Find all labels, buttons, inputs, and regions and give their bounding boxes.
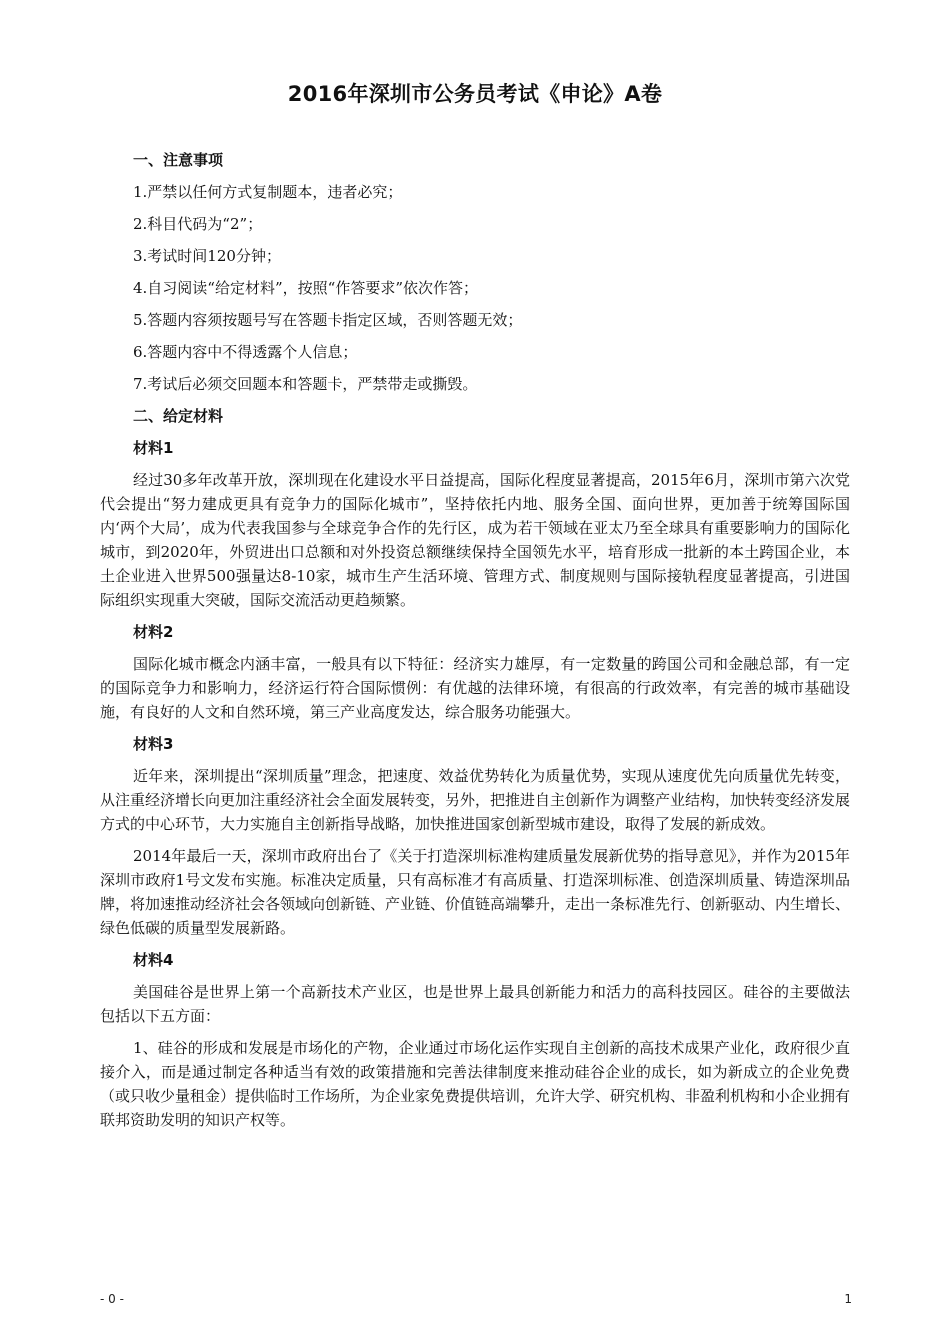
material-4-label: 材料4 bbox=[133, 951, 174, 969]
material-2-paragraph: 国际化城市概念内涵丰富，一般具有以下特征：经济实力雄厚，有一定数量的跨国公司和金融总部，有一定的国际竞争力和影响力，经济运行符合国际惯例：有优越的法律环境，有很高的行政效率，有完善的城市基础设施，有良好的人文和自然环境，第三产业高度发达，综合服务功能强大。 bbox=[100, 655, 850, 721]
notice-item: 6.答题内容中不得透露个人信息； bbox=[133, 343, 358, 361]
document-title: 2016年深圳市公务员考试《申论》A卷 bbox=[287, 82, 663, 106]
notice-item: 4.自习阅读“给定材料”，按照“作答要求”依次作答； bbox=[133, 279, 478, 297]
notice-item: 1.严禁以任何方式复制题本，违者必究； bbox=[133, 183, 403, 201]
page-footer-label: - 0 - bbox=[100, 1292, 124, 1306]
notice-item: 7.考试后必须交回题本和答题卡，严禁带走或撕毁。 bbox=[133, 375, 478, 393]
material-3-paragraph-1: 近年来，深圳提出“深圳质量”理念，把速度、效益优势转化为质量优势，实现从速度优先向质量优先转变，从注重经济增长向更加注重经济社会全面发展转变，另外，把推进自主创新作为调整产业结构，加快转变经济发展方式的中心环节，大力实施自主创新指导战略，加快推进国家创新型城市建设，取得了发展的新成效。 bbox=[100, 767, 851, 833]
notice-item: 5.答题内容须按题号写在答题卡指定区域，否则答题无效； bbox=[133, 311, 523, 329]
material-4-paragraph-2: 1、硅谷的形成和发展是市场化的产物，企业通过市场化运作实现自主创新的高技术成果产业化，政府很少直接介入，而是通过制定各种适当有效的政策措施和完善法律制度来推动硅谷企业的成长，如为新成立的企业免费（或只收少量租金）提供临时工作场所，为企业家免费提供培训，允许大学、研究机构、非盈利机构和小企业拥有联邦资助发明的知识产权等。 bbox=[100, 1039, 851, 1129]
notice-item: 2.科目代码为“2”； bbox=[133, 215, 263, 233]
material-4-paragraph-1: 美国硅谷是世界上第一个高新技术产业区，也是世界上最具创新能力和活力的高科技园区。硅谷的主要做法包括以下五方面： bbox=[100, 983, 850, 1025]
notice-item: 3.考试时间120分钟； bbox=[133, 247, 281, 265]
notice-heading: 一、注意事项 bbox=[133, 151, 224, 169]
material-1-label: 材料1 bbox=[133, 439, 174, 457]
materials-heading: 二、给定材料 bbox=[133, 407, 224, 425]
material-3-label: 材料3 bbox=[133, 735, 174, 753]
page-number: 1 bbox=[844, 1292, 852, 1306]
material-1-paragraph: 经过30多年改革开放，深圳现在化建设水平日益提高，国际化程度显著提高，2015年6月，深圳市第六次党代会提出“努力建成更具有竞争力的国际化城市”，坚持依托内地、服务全国、面向世界，更加善于统筹国际国内‘两个大局’，成为代表我国参与全球竞争合作的先行区，成为若干领域在亚太乃至全球具有重要影响力的国际化城市，到2020年，外贸进出口总额和对外投资总额继续保持全国领先水平，培育形成一批新的本土跨国企业，本土企业进入世界500强量达8-10家，城市生产生活环境、管理方式、制度规则与国际接轨程度显著提高，引进国际组织实现重大突破，国际交流活动更趋频繁。 bbox=[100, 471, 850, 609]
material-3-paragraph-2: 2014年最后一天，深圳市政府出台了《关于打造深圳标准构建质量发展新优势的指导意见》，并作为2015年深圳市政府1号文发布实施。标准决定质量，只有高标准才有高质量、打造深圳标准、创造深圳质量、铸造深圳品牌，将加速推动经济社会各领域向创新链、产业链、价值链高端攀升，走出一条标准先行、创新驱动、内生增长、绿色低碳的质量型发展新路。 bbox=[100, 847, 851, 937]
material-2-label: 材料2 bbox=[133, 623, 174, 641]
document-body bbox=[100, 148, 850, 1140]
